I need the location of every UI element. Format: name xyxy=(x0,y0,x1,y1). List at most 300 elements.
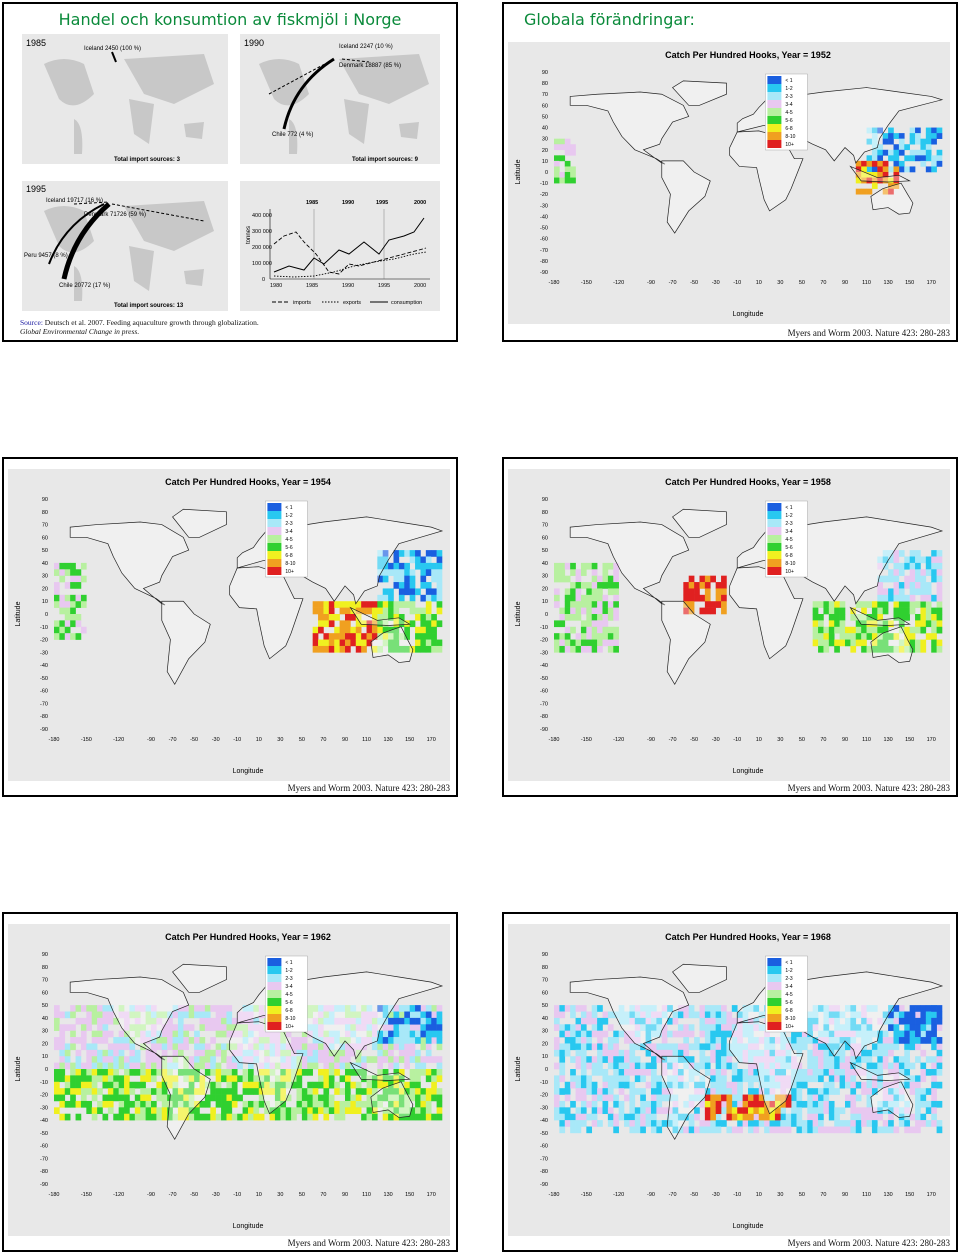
heatmap-cell xyxy=(624,1069,630,1076)
heatmap-cell xyxy=(592,1069,598,1076)
heatmap-cell xyxy=(570,608,576,615)
heatmap-cell xyxy=(716,1075,722,1082)
heatmap-cell xyxy=(178,1050,184,1057)
heatmap-cell xyxy=(302,1063,308,1070)
heatmap-cell xyxy=(619,1069,625,1076)
heatmap-chart-1952 xyxy=(508,42,950,324)
heatmap-cell xyxy=(640,1101,646,1108)
legend-label: 2-3 xyxy=(785,521,793,527)
heatmap-cell xyxy=(780,1120,786,1127)
heatmap-cell xyxy=(732,1082,738,1089)
heatmap-cell xyxy=(920,1088,926,1095)
heatmap-cell xyxy=(883,588,889,595)
heatmap-cell xyxy=(651,1075,657,1082)
heatmap-cell xyxy=(178,1024,184,1031)
heatmap-cell xyxy=(97,1050,103,1057)
heatmap-cell xyxy=(581,595,587,602)
heatmap-cell xyxy=(81,595,87,602)
heatmap-cell xyxy=(629,1114,635,1121)
heatmap-cell xyxy=(576,608,582,615)
heatmap-cell xyxy=(65,1043,71,1050)
heatmap-cell xyxy=(915,640,921,647)
heatmap-cell xyxy=(65,563,71,570)
heatmap-cell xyxy=(108,1075,114,1082)
heatmap-cell xyxy=(135,1114,141,1121)
heatmap-cell xyxy=(856,640,862,647)
heatmap-cell xyxy=(920,620,926,627)
x-tick-label: -90 xyxy=(147,737,155,743)
heatmap-cell xyxy=(737,1127,743,1134)
heatmap-cell xyxy=(124,1056,130,1063)
heatmap-cell xyxy=(716,1056,722,1063)
heatmap-cell xyxy=(629,1107,635,1114)
heatmap-cell xyxy=(559,1063,565,1070)
heatmap-cell xyxy=(894,161,900,167)
heatmap-cell xyxy=(850,633,856,640)
heatmap-cell xyxy=(872,1063,878,1070)
heatmap-cell xyxy=(813,1101,819,1108)
heatmap-cell xyxy=(226,1056,232,1063)
heatmap-cell xyxy=(86,1043,92,1050)
heatmap-cell xyxy=(937,128,943,134)
y-tick-label: -20 xyxy=(540,637,548,644)
heatmap-cell xyxy=(608,1012,614,1019)
heatmap-cell xyxy=(399,569,405,576)
heatmap-cell xyxy=(603,601,609,608)
heatmap-cell xyxy=(700,595,706,602)
heatmap-cell xyxy=(437,563,443,570)
heatmap-cell xyxy=(613,1120,619,1127)
heatmap-cell xyxy=(894,595,900,602)
x-axis-label: Longitude xyxy=(732,1223,764,1230)
heatmap-cell xyxy=(431,1018,437,1025)
heatmap-cell xyxy=(608,588,614,595)
heatmap-cell xyxy=(920,614,926,621)
heatmap-cell xyxy=(565,1037,571,1044)
heatmap-cell xyxy=(678,1024,684,1031)
x-tick-label: 130 xyxy=(383,737,393,743)
heatmap-cell xyxy=(297,1095,303,1102)
heatmap-cell xyxy=(554,1095,560,1102)
heatmap-cell xyxy=(872,161,878,167)
heatmap-cell xyxy=(915,588,921,595)
label-iceland-1995: Iceland 19717 (16 %) xyxy=(46,198,104,204)
heatmap-cell xyxy=(937,563,943,570)
heatmap-cell xyxy=(570,1056,576,1063)
heatmap-cell xyxy=(404,582,410,589)
heatmap-cell xyxy=(559,1031,565,1038)
heatmap-cell xyxy=(931,1088,937,1095)
heatmap-cell xyxy=(931,576,937,583)
heatmap-cell xyxy=(635,1075,641,1082)
heatmap-cell xyxy=(726,1024,732,1031)
heatmap-cell xyxy=(70,608,76,615)
heatmap-cell xyxy=(350,627,356,634)
heatmap-cell xyxy=(834,614,840,621)
heatmap-cell xyxy=(554,620,560,627)
heatmap-cell xyxy=(689,576,695,583)
heatmap-cell xyxy=(323,1082,329,1089)
heatmap-cell xyxy=(926,563,932,570)
heatmap-cell xyxy=(813,633,819,640)
panel-1995 xyxy=(22,181,228,311)
heatmap-cell xyxy=(205,1056,211,1063)
heatmap-cell xyxy=(54,1095,60,1102)
heatmap-cell xyxy=(329,640,335,647)
heatmap-cell xyxy=(861,189,867,195)
heatmap-cell xyxy=(151,1043,157,1050)
heatmap-cell xyxy=(559,614,565,621)
heatmap-cell xyxy=(307,1043,313,1050)
heatmap-cell xyxy=(867,1082,873,1089)
heatmap-cell xyxy=(361,633,367,640)
heatmap-cell xyxy=(710,1043,716,1050)
heatmap-cell xyxy=(410,1082,416,1089)
y-tick-label: -40 xyxy=(540,214,548,221)
heatmap-cell xyxy=(829,1063,835,1070)
panel-1985 xyxy=(22,34,228,164)
heatmap-cell xyxy=(356,1088,362,1095)
heatmap-cell xyxy=(894,1012,900,1019)
heatmap-cell xyxy=(899,1120,905,1127)
heatmap-cell xyxy=(834,1063,840,1070)
heatmap-cell xyxy=(399,576,405,583)
label-iceland-1985: Iceland 2450 (100 %) xyxy=(84,46,142,52)
heatmap-cell xyxy=(307,1056,313,1063)
heatmap-cell xyxy=(113,1043,119,1050)
heatmap-cell xyxy=(65,1088,71,1095)
heatmap-cell xyxy=(103,1095,109,1102)
heatmap-cell xyxy=(597,1056,603,1063)
heatmap-cell xyxy=(431,640,437,647)
heatmap-cell xyxy=(329,1101,335,1108)
heatmap-cell xyxy=(926,1018,932,1025)
heatmap-cell xyxy=(613,595,619,602)
heatmap-cell xyxy=(81,1018,87,1025)
heatmap-cell xyxy=(700,1024,706,1031)
heatmap-cell xyxy=(592,1063,598,1070)
heatmap-cell xyxy=(597,608,603,615)
y-tick-label: -70 xyxy=(540,1156,548,1163)
x-tick-label: -150 xyxy=(580,1192,592,1198)
heatmap-cell xyxy=(829,601,835,608)
heatmap-cell xyxy=(920,139,926,145)
heatmap-cell xyxy=(667,1043,673,1050)
heatmap-cell xyxy=(559,620,565,627)
x-tick-label: -50 xyxy=(190,1192,199,1198)
heatmap-cell xyxy=(103,1031,109,1038)
label-chile-1990: Chile 772 (4 %) xyxy=(272,132,314,138)
heatmap-cell xyxy=(683,595,689,602)
y-tick-label: 80 xyxy=(541,964,548,971)
heatmap-cell xyxy=(904,601,910,608)
heatmap-cell xyxy=(694,1063,700,1070)
heatmap-cell xyxy=(86,1082,92,1089)
legend-swatch xyxy=(267,990,281,998)
heatmap-cell xyxy=(216,1063,222,1070)
heatmap-cell xyxy=(54,1107,60,1114)
heatmap-cell xyxy=(802,1101,808,1108)
heatmap-cell xyxy=(431,627,437,634)
heatmap-cell xyxy=(915,646,921,653)
heatmap-cell xyxy=(883,150,889,156)
x-tick-label: -50 xyxy=(690,737,699,743)
heatmap-cell xyxy=(367,608,373,615)
legend-imports: imports xyxy=(293,300,312,306)
heatmap-cell xyxy=(613,1095,619,1102)
legend-label: 4-5 xyxy=(285,537,293,543)
heatmap-cell xyxy=(205,1114,211,1121)
heatmap-cell xyxy=(894,576,900,583)
heatmap-cell xyxy=(624,1082,630,1089)
heatmap-cell xyxy=(877,1082,883,1089)
heatmap-cell xyxy=(554,569,560,576)
heatmap-cell xyxy=(437,576,443,583)
heatmap-cell xyxy=(867,1050,873,1057)
heatmap-cell xyxy=(899,144,905,150)
heatmap-cell xyxy=(140,1095,146,1102)
heatmap-cell xyxy=(302,1037,308,1044)
heatmap-cell xyxy=(850,1101,856,1108)
heatmap-cell xyxy=(559,563,565,570)
heatmap-cell xyxy=(124,1095,130,1102)
heatmap-cell xyxy=(581,640,587,647)
y-tick-label: -80 xyxy=(540,714,548,721)
heatmap-cell xyxy=(586,1056,592,1063)
heatmap-cell xyxy=(613,576,619,583)
x-tick-label: -30 xyxy=(711,1192,720,1198)
heatmap-cell xyxy=(931,139,937,145)
heatmap-cell xyxy=(931,1031,937,1038)
heatmap-cell xyxy=(431,1069,437,1076)
heatmap-cell xyxy=(716,1101,722,1108)
heatmap-cell xyxy=(129,1101,135,1108)
heatmap-cell xyxy=(345,1101,351,1108)
heatmap-cell xyxy=(59,627,65,634)
heatmap-cell xyxy=(894,601,900,608)
legend-label: 8-10 xyxy=(785,561,796,567)
heatmap-cell xyxy=(931,1056,937,1063)
heatmap-cell xyxy=(431,1095,437,1102)
heatmap-cell xyxy=(173,1024,179,1031)
heatmap-cell xyxy=(581,1037,587,1044)
heatmap-cell xyxy=(845,1082,851,1089)
heatmap-cell xyxy=(54,588,60,595)
heatmap-cell xyxy=(559,139,565,145)
legend-label: 1-2 xyxy=(285,513,293,519)
x-tick-label: -50 xyxy=(190,737,199,743)
trend-ylabel: tonnes xyxy=(246,225,252,244)
heatmap-cell xyxy=(404,569,410,576)
heatmap-cell xyxy=(415,1101,421,1108)
heatmap-cell xyxy=(689,601,695,608)
heatmap-cell xyxy=(437,1069,443,1076)
heatmap-cell xyxy=(926,608,932,615)
heatmap-cell xyxy=(802,1120,808,1127)
heatmap-cell xyxy=(437,550,443,557)
y-tick-label: 60 xyxy=(41,990,48,997)
heatmap-cell xyxy=(372,627,378,634)
heatmap-cell xyxy=(210,1024,216,1031)
heatmap-cell xyxy=(410,1005,416,1012)
heatmap-cell xyxy=(931,1095,937,1102)
heatmap-cell xyxy=(426,582,432,589)
y-tick-label: -10 xyxy=(540,624,548,631)
heatmap-cell xyxy=(200,1114,206,1121)
heatmap-cell xyxy=(200,1012,206,1019)
heatmap-cell xyxy=(221,1043,227,1050)
heatmap-cell xyxy=(383,1043,389,1050)
x-tick-label: 110 xyxy=(862,1192,871,1198)
heatmap-cell xyxy=(200,1056,206,1063)
heatmap-cell xyxy=(705,1063,711,1070)
heatmap-cell xyxy=(108,1050,114,1057)
heatmap-cell xyxy=(651,1088,657,1095)
heatmap-cell xyxy=(910,1031,916,1038)
heatmap-cell xyxy=(613,646,619,653)
heatmap-cell xyxy=(554,1012,560,1019)
heatmap-cell xyxy=(931,640,937,647)
heatmap-cell xyxy=(570,1127,576,1134)
heatmap-cell xyxy=(313,627,319,634)
heatmap-cell xyxy=(937,155,943,161)
heatmap-cell xyxy=(156,1043,162,1050)
heatmap-cell xyxy=(705,1043,711,1050)
y-tick-label: 0 xyxy=(44,612,48,618)
heatmap-cell xyxy=(926,595,932,602)
heatmap-cell xyxy=(554,1088,560,1095)
heatmap-cell xyxy=(635,1063,641,1070)
heatmap-cell xyxy=(237,1063,243,1070)
heatmap-cell xyxy=(221,1114,227,1121)
heatmap-cell xyxy=(818,1101,824,1108)
heatmap-cell xyxy=(920,608,926,615)
y-tick-label: 30 xyxy=(41,573,48,580)
heatmap-cell xyxy=(791,1114,797,1121)
heatmap-cell xyxy=(437,646,443,653)
heatmap-cell xyxy=(592,1120,598,1127)
heatmap-cell xyxy=(840,1075,846,1082)
heatmap-cell xyxy=(183,1024,189,1031)
heatmap-cell xyxy=(54,1043,60,1050)
heatmap-cell xyxy=(807,1050,813,1057)
y-tick-label: 70 xyxy=(41,977,48,984)
heatmap-cell xyxy=(597,601,603,608)
heatmap-cell xyxy=(194,1037,200,1044)
heatmap-cell xyxy=(437,569,443,576)
heatmap-cell xyxy=(286,1114,292,1121)
heatmap-cell xyxy=(877,1114,883,1121)
heatmap-cell xyxy=(559,172,565,178)
heatmap-cell xyxy=(210,1107,216,1114)
heatmap-cell xyxy=(361,1088,367,1095)
heatmap-cell xyxy=(926,1107,932,1114)
y-tick-label: 0 xyxy=(544,612,548,618)
heatmap-cell xyxy=(651,1069,657,1076)
heatmap-cell xyxy=(613,1075,619,1082)
heatmap-cell xyxy=(113,1095,119,1102)
heatmap-cell xyxy=(716,1037,722,1044)
heatmap-cell xyxy=(867,155,873,161)
heatmap-cell xyxy=(404,588,410,595)
heatmap-cell xyxy=(904,1063,910,1070)
heatmap-cell xyxy=(356,1095,362,1102)
heatmap-cell xyxy=(297,1088,303,1095)
heatmap-cell xyxy=(554,601,560,608)
heatmap-cell xyxy=(559,1050,565,1057)
heatmap-cell xyxy=(861,1114,867,1121)
heatmap-cell xyxy=(70,1069,76,1076)
heatmap-cell xyxy=(65,620,71,627)
heatmap-cell xyxy=(867,1120,873,1127)
heatmap-cell xyxy=(608,563,614,570)
heatmap-cell xyxy=(394,1031,400,1038)
heatmap-cell xyxy=(307,1082,313,1089)
heatmap-cell xyxy=(205,1005,211,1012)
heatmap-cell xyxy=(415,1082,421,1089)
y-tick-label: 30 xyxy=(541,136,548,143)
heatmap-cell xyxy=(81,1082,87,1089)
heatmap-cell xyxy=(732,1127,738,1134)
heatmap-cell xyxy=(334,1082,340,1089)
heatmap-cell xyxy=(613,1056,619,1063)
heatmap-cell xyxy=(581,601,587,608)
heatmap-cell xyxy=(829,1107,835,1114)
legend-swatch xyxy=(767,92,781,100)
heatmap-cell xyxy=(845,1069,851,1076)
heatmap-cell xyxy=(608,1107,614,1114)
heatmap-cell xyxy=(232,1095,238,1102)
heatmap-cell xyxy=(624,1037,630,1044)
heatmap-cell xyxy=(603,582,609,589)
y-tick-label: -90 xyxy=(40,727,48,733)
heatmap-cell xyxy=(586,1018,592,1025)
heatmap-cell xyxy=(559,178,565,184)
x-tick-label: 90 xyxy=(341,737,349,743)
heatmap-cell xyxy=(576,582,582,589)
heatmap-cell xyxy=(140,1069,146,1076)
y-tick-label: -30 xyxy=(40,1105,48,1112)
heatmap-cell xyxy=(216,1043,222,1050)
heatmap-cell xyxy=(705,1114,711,1121)
heatmap-cell xyxy=(662,1120,668,1127)
heatmap-cell xyxy=(651,1043,657,1050)
heatmap-cell xyxy=(613,1063,619,1070)
heatmap-cell xyxy=(135,1050,141,1057)
heatmap-cell xyxy=(404,1063,410,1070)
heatmap-cell xyxy=(937,640,943,647)
trend-top-year: 1995 xyxy=(376,200,389,206)
heatmap-cell xyxy=(592,1031,598,1038)
heatmap-cell xyxy=(570,588,576,595)
heatmap-cell xyxy=(426,620,432,627)
heatmap-cell xyxy=(937,1012,943,1019)
heatmap-cell xyxy=(937,1120,943,1127)
heatmap-cell xyxy=(673,1031,679,1038)
heatmap-cell xyxy=(329,601,335,608)
heatmap-cell xyxy=(872,608,878,615)
legend-swatch xyxy=(767,100,781,108)
heatmap-cell xyxy=(318,627,324,634)
heatmap-cell xyxy=(54,1005,60,1012)
heatmap-cell xyxy=(54,620,60,627)
heatmap-cell xyxy=(372,1056,378,1063)
heatmap-cell xyxy=(877,1050,883,1057)
heatmap-cell xyxy=(737,1082,743,1089)
heatmap-cell xyxy=(705,1069,711,1076)
heatmap-cell xyxy=(834,601,840,608)
heatmap-cell xyxy=(716,1063,722,1070)
